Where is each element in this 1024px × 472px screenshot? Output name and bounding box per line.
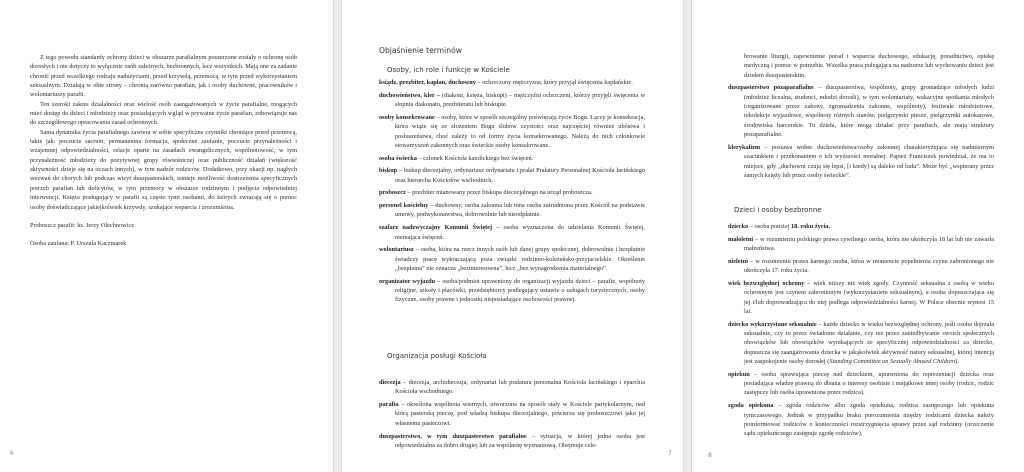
definition-item <box>379 113 645 150</box>
document-page-7 <box>342 0 683 472</box>
continued-text: browanie liturgii, zapewnienie porad i wsparcia duchowego, edukację, poradnictwo, opiekę medyczną i pomoc w potrzebie. Wszelka praca polegająca na nadzorze lub wychowaniu dzieci jest dziełem duszpasterskim. <box>744 53 994 79</box>
term: proboszcz <box>379 189 406 197</box>
term: personel kościelny <box>379 202 429 210</box>
definition-item <box>379 245 645 273</box>
definition-item <box>728 320 994 367</box>
term: osoba świecka <box>379 154 417 162</box>
term: klerykalizm <box>728 143 761 151</box>
definitions-list <box>379 78 645 308</box>
term: wolontariusz <box>379 246 414 254</box>
definitions-list <box>728 52 994 184</box>
definition-item <box>379 78 645 87</box>
definition-item <box>379 91 645 110</box>
term: szafarz nadzwyczajny Komunii Świętej <box>379 224 493 232</box>
term: diecezja <box>379 379 401 386</box>
term: organizator wyjazdu <box>379 277 436 285</box>
definition-item <box>379 201 645 220</box>
definitions-list <box>728 222 994 442</box>
page-number: 6 <box>10 450 14 457</box>
definition-text: – ochrzczony mężczyzna, który przyjął święcenia kapłańskie. <box>475 79 633 86</box>
trusted-person-signature: Osoba zaufana: P. Urszula Kaczmarek <box>30 240 127 248</box>
definition-text: – zgoda rodziców albo zgoda opiekuna, rodzica zastępczego lub opiekuna tymczasowego. Jednak w przypadku braku porozumienia między rodzicami dziecka należy poinformować rodziców o konieczności rozstrzygnięcia sprawy przez sąd rodzinny (orzeczenie sądu opiekuńczego zastępuje zgodę rodziców). <box>744 402 994 438</box>
definition-item <box>379 223 645 242</box>
definition-text: – postawa wobec duchowieństwa/osoby zakonnej charakteryzująca się nadmiernym szacunkiem i przekonaniem o ich wyższości moralnej. Papież Franciszek powiedział, że ma to miejsce, gdy „duchowni czują się lepsi, [i kiedy] są daleko od ludu”. Może być „wspierany przez samych księży lub przez osoby świeckie”. <box>744 143 994 179</box>
term: nieletni <box>728 257 748 265</box>
term: duszpasterstwo, w tym duszpasterstwo parafialne <box>379 432 527 440</box>
term: duchowieństwo, kler – <box>379 91 440 99</box>
definition-item <box>379 166 645 185</box>
definition-text: – każde dziecko w wieku bezwzględnej ochrony, jeśli osoba dojrzała seksualnie, czy to przez świadome działanie, czy też przez zaniedbywanie swoich społecznych obowiązków lub obowiązków wynikających ze specyficznej odpowiedzialności za dziecko, dopuszcza się zaangażowania dziecka w jakąkolwiek aktywność natury seksualnej, której intencją jest zaspokojenie osoby dorosłej ( <box>744 320 994 366</box>
definition-item <box>728 83 994 139</box>
paragraph: Sama dynamika życia parafialnego zawiera w sobie specyficzne czynniki chroniące przed przemocą, takie jak: poczucie sacrum, permanentna formacja, społeczne zaufanie, poczucie przynależności i wzajemnej odpowiedzialności, relacje oparte na zasadach ewangelicznych, wspólnotowość, w tym przynależność młodzieży do pozytywnej grupy rówieśniczej oraz publiczność działań (większość aktywności dzieje się na oczach innych), w tym nadzór rodziców. Dodatkowo, przy okazji np. nagłych wezwań do chorych lub podczas wizyt duszpasterskich, istnieje możliwość dostrzeżenia specyficznych potrzeb parafian lub deficytów, w tym przemocy w obszarze rodzinnym i podjęcia odpowiedniej interwencji. Księża posługujący w parafii są często tymi osobami, do których zwracają się o pomoc osoby doświadczające jakiejkolwiek krzywdy, szukające wsparcia i zrozumienia. <box>30 128 297 211</box>
document-page-6 <box>0 0 333 472</box>
definition-item <box>728 370 994 398</box>
definition-text: – osoba, która na rzecz innych osób lub danej grupy społecznej, dobrowolnie i bezpłatnie świadczy pracę wykraczającą poza związki rodzinno-koleżeńsko-przyjacielskie. Określenie „bezpłatna” nie oznacza „bezinteresowna”, lecz „bez wynagrodzenia materialnego”. <box>395 246 645 272</box>
term: ksiądz, prezbiter, kapłan, duchowny <box>379 79 476 86</box>
page-gutter <box>333 0 342 472</box>
section-title: Osoby, ich role i funkcje w Kościele <box>387 66 510 74</box>
term: małoletni <box>728 235 754 243</box>
definition-text: – w rozumieniu polskiego prawa cywilnego osoba, która nie ukończyła 18 lat lub nie zawarła małżeństwa. <box>744 235 994 253</box>
definition-item <box>379 400 645 428</box>
paragraph: Z tego powodu standardy ochrony dzieci w obszarze parafialnym poszerzone zostały o ochronę osób dorosłych i nie dotyczy to wyłącznie osób zależnych, bezbronnych, lecz wszystkich. Mają one za zadanie chronić przed wszelkiego rodzaju nadużyciami, przed krzywdą, przemocą, w tym przed wykorzystaniem seksualnym. Działają w obie strony – chronią zarówno parafian, jak i osoby duchowne, pracowników i wolontariuszy parafii. <box>30 54 297 99</box>
definition-text: – członek Kościoła katolickiego bez święceń. <box>416 154 534 162</box>
definition-text: – określona wspólnota wiernych, utworzona na sposób stały w Kościele partykularnym, nad którą pasterską pieczę, pod władzą biskupa diecezjalnego, powierza się proboszczowi jako jej własnemu pasterzowi. <box>395 401 645 427</box>
term: duszpasterstwo pozaparafialne <box>728 84 814 92</box>
term: osoby konsekrowane <box>379 113 435 121</box>
citation-source: Standing Committee on Sexually Abused Children <box>829 358 956 366</box>
definitions-list <box>379 378 645 454</box>
term: dziecko wykorzystane seksualnie <box>728 320 817 328</box>
definition-text: (diakoni, księża, biskupi) – mężczyźni ochrzczeni, którzy przyjęli święcenia w stopniu diakonatu, prezbiteratu lub biskupie. <box>395 91 645 109</box>
section-title: Organizacja posługi Kościoła <box>387 352 487 360</box>
definition-text: – prezbiter mianowany przez biskupa diecezjalnego na urząd proboszcza. <box>405 189 593 197</box>
definition-text: – osoba wyznaczona do udzielania Komunii Świętej, niemająca święceń. <box>395 224 645 241</box>
term: opiekun <box>728 370 750 378</box>
page-number: 8 <box>708 452 712 459</box>
definition-item <box>728 279 994 316</box>
term: zgoda opiekuna <box>728 402 774 410</box>
definition-text: – duszpasterstwa, wspólnoty, grupy gromadzące młodych ludzi (młodzież licealna, studenci, młodzi dorośli), w tym wolontariaty, wakacyjne spotkania młodych (organizowane przez zakony, zgromadzenia zakonne, wspólnoty), festiwale młodzieżowe, rekolekcje wyjazdowe, wspólnoty różnych stanów, pielgrzymki piesze, pielgrzymki autokarowe, środowiska harcerskie. To dzieła, które mogą działać przy parafiach, ale mają struktury pozaparafialne. <box>744 84 994 139</box>
page-heading: Objaśnienie terminów <box>379 46 462 55</box>
definition-text: – duchowny, osoba zakonna lub inna osoba zatrudniona przez Kościół na podstawie umowy, podwykonawstwa, dobrowolnie lub nieodpłatnie. <box>395 202 646 219</box>
term: parafia <box>379 401 399 409</box>
definition-text: – sytuacja, w której jedna osoba jest odpowiedzialna za dobro drugiej lub za wspólnotę wyznaniową. Obejmuje cele- <box>395 432 645 449</box>
definition-text: – biskup diecezjalny, ordynariusz ordynariatu i prałat Prałatury Personalnej Kościoła łacińskiego oraz hierarcha Kościołów wschodnich. <box>395 167 645 184</box>
page-6-body <box>30 53 297 249</box>
term: wiek bezwzględnej ochrony <box>728 279 805 287</box>
section-title: Dzieci i osoby bezbronne <box>734 206 822 214</box>
definition-item <box>728 235 994 254</box>
term: dziecko <box>728 223 749 230</box>
definition-text: – osoba sprawująca pieczę nad dzieckiem, uprawniona do reprezentacji dziecka oraz posiadająca władzę prawną do dbania o interesy osobiste i majątkowe innej osoby (rodzic, rodzic zastępczy lub osoba uprawniona przez rodzica). <box>744 370 994 397</box>
definition-text: – osoba poniżej <box>748 223 791 230</box>
definition-text: ). <box>955 358 959 366</box>
page-number: 7 <box>668 450 672 457</box>
definition-item <box>728 143 994 180</box>
definition-item <box>728 257 994 276</box>
pastor-signature: Proboszcz parafii: ks. Jerzy Olechnowicz <box>30 221 135 229</box>
emphasis: 18. roku życia. <box>790 223 831 230</box>
definition-item <box>728 222 994 231</box>
definition-text: – osoba/podmiot uprawniony do organizacji wyjazdu dzieci – parafie, wspólnoty religijne, szkoły i placówki, przedsiębiorcy podlegający ustawie o usługach turystycznych, osoby fizyczne, osoby prawne i jednostki nieposiadające osobowości prawnej. <box>395 277 645 304</box>
definition-text: – w rozumieniu prawa karnego osoba, która w momencie popełnienia czynu zabronionego nie ukończyła 17. roku życia. <box>744 257 994 275</box>
definition-text: – osoby, które w sposób szczególny poświęcają życie Bogu. Łączy je konsekracja, która wiąże się ze złożeniem Bogu ślubów czystości oraz najczęściej również ubóstwa i posłuszeństwa, choć zależy to od formy życia konsekrowanego. Należą do nich członkowie stowarzyszeń zakonnych oraz świeckie osoby konsekrowane. <box>395 113 645 149</box>
definition-item <box>379 378 645 397</box>
page-gutter <box>683 0 692 472</box>
definition-item <box>379 277 645 305</box>
definition-item <box>379 154 645 163</box>
definition-item <box>379 188 645 197</box>
paragraph: Ten szeroki zakres działalności oraz wielość osób zaangażowanych w życie parafialne, mogących mieć dostęp do dzieci i młodzieży oraz posiadających wgląd w prywatne życie parafian, zobowiązuje nas do szczegółowego opracowania zasad ochronnych. <box>30 100 297 127</box>
document-page-8 <box>692 0 1024 472</box>
definition-text: – wiek niższy niż wiek zgody. Czynność seksualna z osobą w wieku ochronnym jest czynem zabronionym (wykorzystaniem seksualnym), a osoba dopuszczająca się jej i/lub doprowadzająca do niej podlega odpowiedzialności karnej. W Polsce obecnie wynosi 15 lat. <box>744 279 994 315</box>
definition-item <box>379 432 645 451</box>
term: biskup <box>379 167 398 175</box>
definition-text: – diecezja, archidiecezja, ordynariat lub prałatura personalna Kościoła łacińskiego i eparchia Kościoła wschodniego. <box>395 379 645 396</box>
definition-item <box>728 401 994 438</box>
